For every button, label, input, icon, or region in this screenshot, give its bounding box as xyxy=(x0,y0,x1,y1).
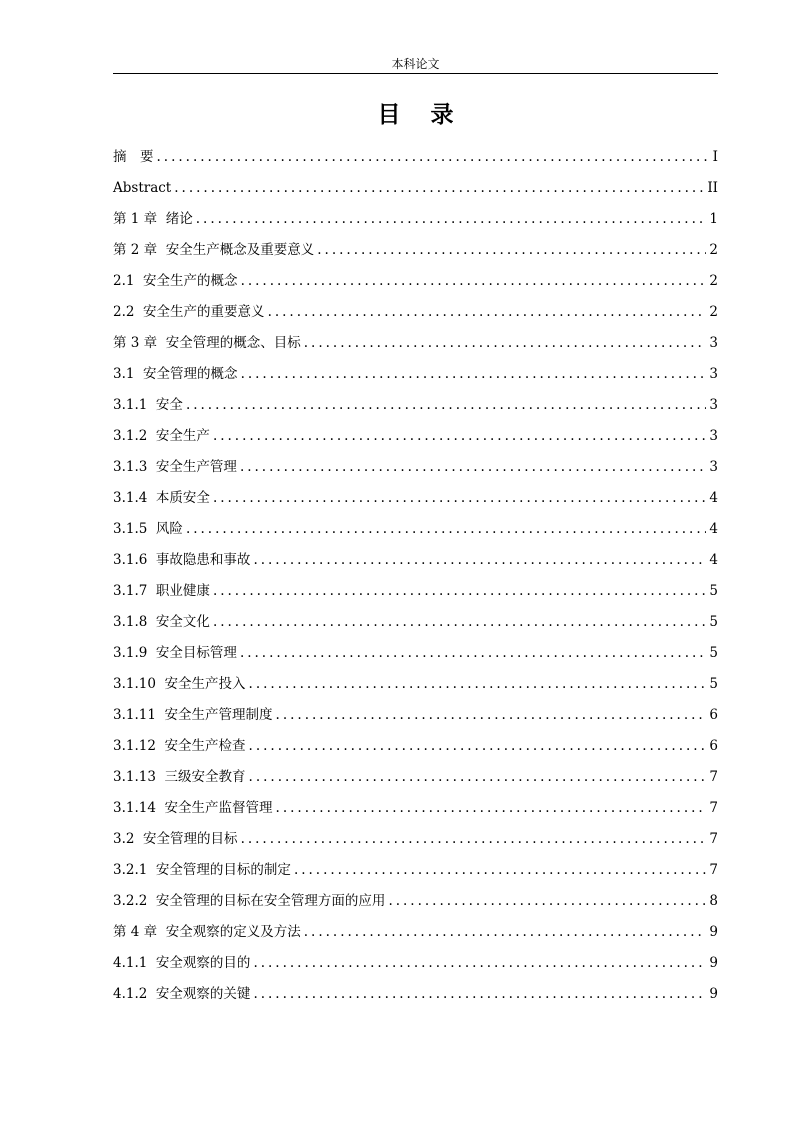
toc-entry[interactable] xyxy=(113,177,718,208)
toc-page-number: 2 xyxy=(709,273,718,289)
toc-page-number: 5 xyxy=(709,583,718,599)
toc-dot-leader xyxy=(241,363,707,385)
toc-dot-leader xyxy=(213,611,706,633)
toc-dot-leader xyxy=(253,983,706,1005)
header-rule xyxy=(113,73,718,74)
toc-dot-leader xyxy=(249,673,707,695)
toc-entry-label: 第 3 章 安全管理的概念、目标 xyxy=(113,335,301,351)
toc-entry[interactable] xyxy=(113,704,718,735)
toc-entry[interactable] xyxy=(113,394,718,425)
toc-entry[interactable] xyxy=(113,456,718,487)
toc-entry-label: 3.1.14 安全生产监督管理 xyxy=(113,800,273,816)
toc-entry-label: 3.1.11 安全生产管理制度 xyxy=(113,707,273,723)
toc-page-number: 7 xyxy=(709,800,718,816)
toc-entry[interactable] xyxy=(113,921,718,952)
toc-entry[interactable] xyxy=(113,642,718,673)
toc-entry-label: 3.1.12 安全生产检查 xyxy=(113,738,246,754)
toc-page-number: 5 xyxy=(709,614,718,630)
toc-entry-label: 3.1.4 本质安全 xyxy=(113,490,210,506)
toc-page-number: 6 xyxy=(709,707,718,723)
toc-dot-leader xyxy=(276,797,707,819)
toc-dot-leader xyxy=(294,859,706,881)
toc-entry-label: 3.2 安全管理的目标 xyxy=(113,831,238,847)
toc-entry[interactable] xyxy=(113,828,718,859)
toc-entry-label: 3.1.7 职业健康 xyxy=(113,583,210,599)
toc-entry-label: 2.2 安全生产的重要意义 xyxy=(113,304,265,320)
toc-entry-label: 3.1.10 安全生产投入 xyxy=(113,676,246,692)
toc-entry[interactable] xyxy=(113,580,718,611)
toc-entry[interactable] xyxy=(113,208,718,239)
toc-page-number: 1 xyxy=(709,211,718,227)
toc-dot-leader xyxy=(213,580,706,602)
toc-dot-leader xyxy=(249,735,707,757)
toc-entry-label: 2.1 安全生产的概念 xyxy=(113,273,238,289)
toc-entry[interactable] xyxy=(113,332,718,363)
toc-entry-label: 3.1 安全管理的概念 xyxy=(113,366,238,382)
toc-dot-leader xyxy=(157,146,710,168)
toc-entry-label: 摘 要 xyxy=(113,149,154,165)
toc-entry[interactable] xyxy=(113,239,718,270)
toc-entry-label: 3.1.9 安全目标管理 xyxy=(113,645,237,661)
toc-entry-label: 4.1.1 安全观察的目的 xyxy=(113,955,251,971)
toc-page-number: 4 xyxy=(709,490,718,506)
toc-entry[interactable] xyxy=(113,549,718,580)
toc-dot-leader xyxy=(317,239,706,261)
toc-entry-label: 第 1 章 绪论 xyxy=(113,211,193,227)
toc-page-number: II xyxy=(707,180,718,196)
toc-dot-leader xyxy=(268,301,707,323)
toc-dot-leader xyxy=(174,177,704,199)
page-title: 目录 xyxy=(377,102,484,128)
toc-dot-leader xyxy=(241,270,707,292)
toc-entry-label: 第 2 章 安全生产概念及重要意义 xyxy=(113,242,315,258)
toc-dot-leader xyxy=(241,828,707,850)
toc-entry-label: 第 4 章 安全观察的定义及方法 xyxy=(113,924,301,940)
toc-entry-label: 4.1.2 安全观察的关键 xyxy=(113,986,251,1002)
toc-page-number: 9 xyxy=(709,924,718,940)
toc-page-number: 2 xyxy=(709,242,718,258)
toc-page-number: 9 xyxy=(709,955,718,971)
toc-dot-leader xyxy=(253,952,706,974)
toc-page-number: 3 xyxy=(709,459,718,475)
toc-entry-label: 3.1.1 安全 xyxy=(113,397,183,413)
toc-entry[interactable] xyxy=(113,611,718,642)
toc-dot-leader xyxy=(240,642,706,664)
toc-page-number: 3 xyxy=(709,428,718,444)
toc-entry-label: 3.1.2 安全生产 xyxy=(113,428,210,444)
toc-entry-label: 3.1.13 三级安全教育 xyxy=(113,769,246,785)
toc-entry[interactable] xyxy=(113,425,718,456)
toc-entry-label: Abstract xyxy=(113,180,172,196)
toc-entry[interactable] xyxy=(113,952,718,983)
toc-page-number: 3 xyxy=(709,335,718,351)
toc-entry-label: 3.1.8 安全文化 xyxy=(113,614,210,630)
toc-entry[interactable] xyxy=(113,518,718,549)
toc-entry[interactable] xyxy=(113,270,718,301)
toc-page-number: 5 xyxy=(709,676,718,692)
toc-page-number: 7 xyxy=(709,769,718,785)
toc-entry[interactable] xyxy=(113,363,718,394)
toc-entry[interactable] xyxy=(113,301,718,332)
toc-entry-label: 3.1.6 事故隐患和事故 xyxy=(113,552,251,568)
toc-entry[interactable] xyxy=(113,983,718,1014)
toc-page-number: 7 xyxy=(709,862,718,878)
toc-entry[interactable] xyxy=(113,766,718,797)
toc-dot-leader xyxy=(304,332,707,354)
toc-dot-leader xyxy=(276,704,707,726)
toc-dot-leader xyxy=(186,394,706,416)
toc-dot-leader xyxy=(240,456,706,478)
toc-entry[interactable] xyxy=(113,890,718,921)
toc-dot-leader xyxy=(213,425,706,447)
toc-page-number: 4 xyxy=(709,521,718,537)
toc-entry-label: 3.1.3 安全生产管理 xyxy=(113,459,237,475)
toc-page-number: 9 xyxy=(709,986,718,1002)
toc-page-number: 5 xyxy=(709,645,718,661)
toc-entry-label: 3.1.5 风险 xyxy=(113,521,183,537)
toc-entry-label: 3.2.1 安全管理的目标的制定 xyxy=(113,862,291,878)
toc-dot-leader xyxy=(253,549,706,571)
toc-page-number: 3 xyxy=(709,397,718,413)
toc-page-number: 2 xyxy=(709,304,718,320)
toc-page-number: 6 xyxy=(709,738,718,754)
toc-entry-label: 3.2.2 安全管理的目标在安全管理方面的应用 xyxy=(113,893,386,909)
toc-entry[interactable] xyxy=(113,735,718,766)
running-header: 本科论文 xyxy=(391,57,440,71)
toc-entry[interactable] xyxy=(113,487,718,518)
toc-page-number: I xyxy=(712,149,718,165)
toc-dot-leader xyxy=(249,766,707,788)
toc-entry[interactable] xyxy=(113,797,718,828)
toc-dot-leader xyxy=(388,890,706,912)
toc-dot-leader xyxy=(213,487,706,509)
toc-entry[interactable] xyxy=(113,146,718,177)
toc-page-number: 7 xyxy=(709,831,718,847)
toc-page-number: 8 xyxy=(709,893,718,909)
toc-entry[interactable] xyxy=(113,673,718,704)
toc-dot-leader xyxy=(196,208,707,230)
toc-page-number: 3 xyxy=(709,366,718,382)
toc-entry[interactable] xyxy=(113,859,718,890)
table-of-contents xyxy=(113,146,718,1014)
toc-dot-leader xyxy=(186,518,706,540)
toc-dot-leader xyxy=(304,921,707,943)
toc-page-number: 4 xyxy=(709,552,718,568)
